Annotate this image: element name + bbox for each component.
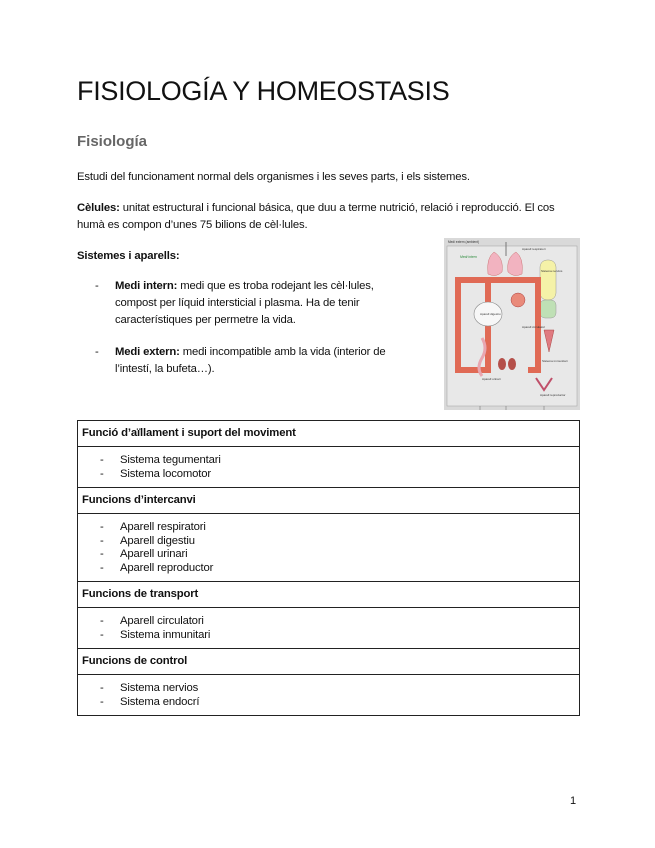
cells-paragraph bbox=[77, 200, 577, 234]
function-heading: Funció d’aïllament i suport del moviment bbox=[78, 421, 580, 447]
internal-medium-tag: Medi intern bbox=[460, 255, 477, 259]
function-body bbox=[78, 675, 580, 716]
label-nervous: Sistema nerviós bbox=[541, 269, 563, 273]
label-digestive: Aparell digestiu bbox=[480, 312, 501, 316]
body-systems-diagram bbox=[444, 238, 580, 410]
list-item: - Aparell digestiu bbox=[100, 534, 195, 547]
internal-medium-label: Medi intern: bbox=[115, 280, 178, 292]
kidney-right bbox=[508, 358, 516, 370]
function-heading: Funcions de control bbox=[78, 649, 580, 675]
list-item: - Sistema endocrí bbox=[100, 695, 200, 708]
list-item: - Sistema tegumentari bbox=[100, 454, 221, 466]
endocrine-box bbox=[540, 300, 556, 318]
nervous-system-box bbox=[540, 260, 556, 300]
list-item: - Aparell urinari bbox=[100, 548, 188, 560]
list-item: - Aparell respiratori bbox=[100, 521, 206, 533]
list-item: - Aparell reproductor bbox=[100, 561, 214, 574]
label-immune: Sistema immunitari bbox=[542, 359, 568, 363]
intro-paragraph: Estudi del funcionament normal dels organismes i les seves parts, i els sistemes. bbox=[77, 171, 470, 183]
page-number: 1 bbox=[570, 795, 577, 807]
label-reproductive: Aparell reproductor bbox=[540, 393, 566, 397]
function-body bbox=[78, 608, 580, 649]
list-item: - Sistema locomotor bbox=[100, 467, 211, 480]
external-medium-label: Medi extern: bbox=[115, 346, 180, 358]
page-title: FISIOLOGÍA Y HOMEOSTASIS bbox=[77, 76, 450, 106]
list-item: - Medi intern: medi que es troba rodejant les cèl·lules, compost per líquid intersticial i plasma. Ha de tenir característiques per permetre la vida. bbox=[95, 280, 374, 326]
heart bbox=[511, 293, 525, 307]
cells-text: unitat estructural i funcional básica, que duu a terme nutrició, relació i reproducció. El cos humà es compon d’unes 75 bilions de cèl·lules. bbox=[77, 202, 555, 231]
list-item: - Aparell circulatori bbox=[100, 615, 204, 627]
function-heading: Funcions de transport bbox=[78, 582, 580, 608]
section-subtitle: Fisiología bbox=[77, 133, 148, 150]
cells-label: Cèlules: bbox=[77, 202, 120, 214]
label-urinary: Aparell urinari bbox=[482, 377, 501, 381]
function-body bbox=[78, 447, 580, 488]
label-respiratory: Aparell respiratori bbox=[522, 247, 546, 251]
diagram-top-label: Medi extern (ambient) bbox=[448, 240, 480, 244]
list-item: - Sistema inmunitari bbox=[100, 628, 211, 641]
function-body bbox=[78, 514, 580, 582]
systems-heading: Sistemes i aparells: bbox=[77, 250, 180, 262]
function-heading: Funcions d’intercanvi bbox=[78, 488, 580, 514]
kidney-left bbox=[498, 358, 506, 370]
environment-list bbox=[95, 278, 415, 378]
functions-table bbox=[77, 420, 580, 716]
list-item: - Medi extern: medi incompatible amb la vida (interior de l’intestí, la bufeta…). bbox=[95, 346, 386, 375]
list-item: - Sistema nervios bbox=[100, 682, 199, 694]
label-circulatory: Aparell circulatori bbox=[522, 325, 546, 329]
